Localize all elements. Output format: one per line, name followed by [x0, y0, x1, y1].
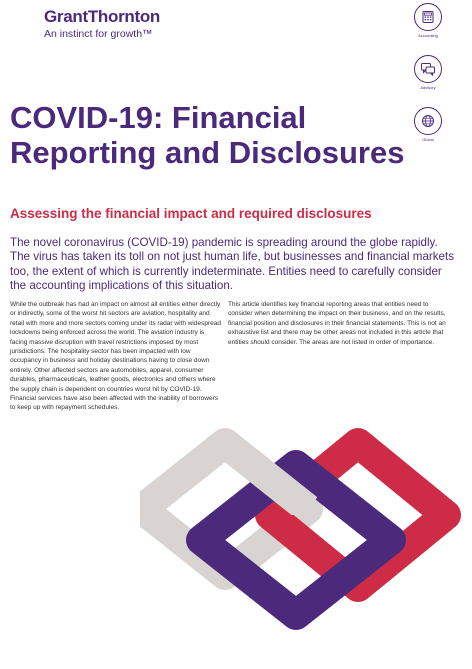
body-text-right-column: This article identifies key financial reporting areas that entities need to consider when determining the impact on their business, and on the results, financial position and disclosures in their financial statements. This is not an exhaustive list and there may be other areas not included in this article that entities should consider. The areas are not listed in order of importance. — [228, 301, 446, 346]
body-text-left-column: While the outbreak has had an impact on almost all entities either directly or indirectly, some of the worst hit sectors are aviation, hospitality and retail with more and more sectors coming under its radar with widespread lockdowns being enforced across the world. The aviation industry is facing massive disruption with travel restrictions imposed by most jurisdictions. The hospitality sector has been impacted with low occupancy in business and holiday destinations having to close down entirely. Other affected sectors are automobiles, apparel, consumer durables, pharmaceuticals, leather goods, electronics and others where the supply chain is dependent on countries worst hit by COVID-19. Financial services have also been affected with the inability of borrowers to keep up with repayment schedules. — [10, 301, 221, 412]
advisory-icon — [414, 55, 442, 83]
page-subtitle: Assessing the financial impact and required disclosures — [10, 206, 372, 221]
badge-label: Global — [422, 137, 434, 142]
badge-label: Advisory — [420, 85, 436, 90]
page-title: COVID-19: Financial Reporting and Disclosures — [10, 100, 405, 170]
badge-global — [414, 107, 442, 142]
interlocking-links-graphic — [140, 365, 472, 669]
grant-thornton-logo — [44, 7, 160, 41]
logo-tagline: An instinct for growth™ — [44, 28, 153, 40]
badge-advisory — [414, 55, 442, 90]
accounting-icon — [414, 3, 442, 31]
logo-name: GrantThornton — [44, 7, 161, 26]
badge-label: Accounting — [418, 33, 438, 38]
badge-accounting — [414, 3, 442, 38]
global-icon — [414, 107, 442, 135]
intro-paragraph: The novel coronavirus (COVID-19) pandemic is spreading around the globe rapidly. The virus has taken its toll on not just human life, but businesses and financial markets too, the extent of which is currently indeterminate. Entities need to carefully consider the accounting implications of this situation. — [10, 236, 455, 292]
